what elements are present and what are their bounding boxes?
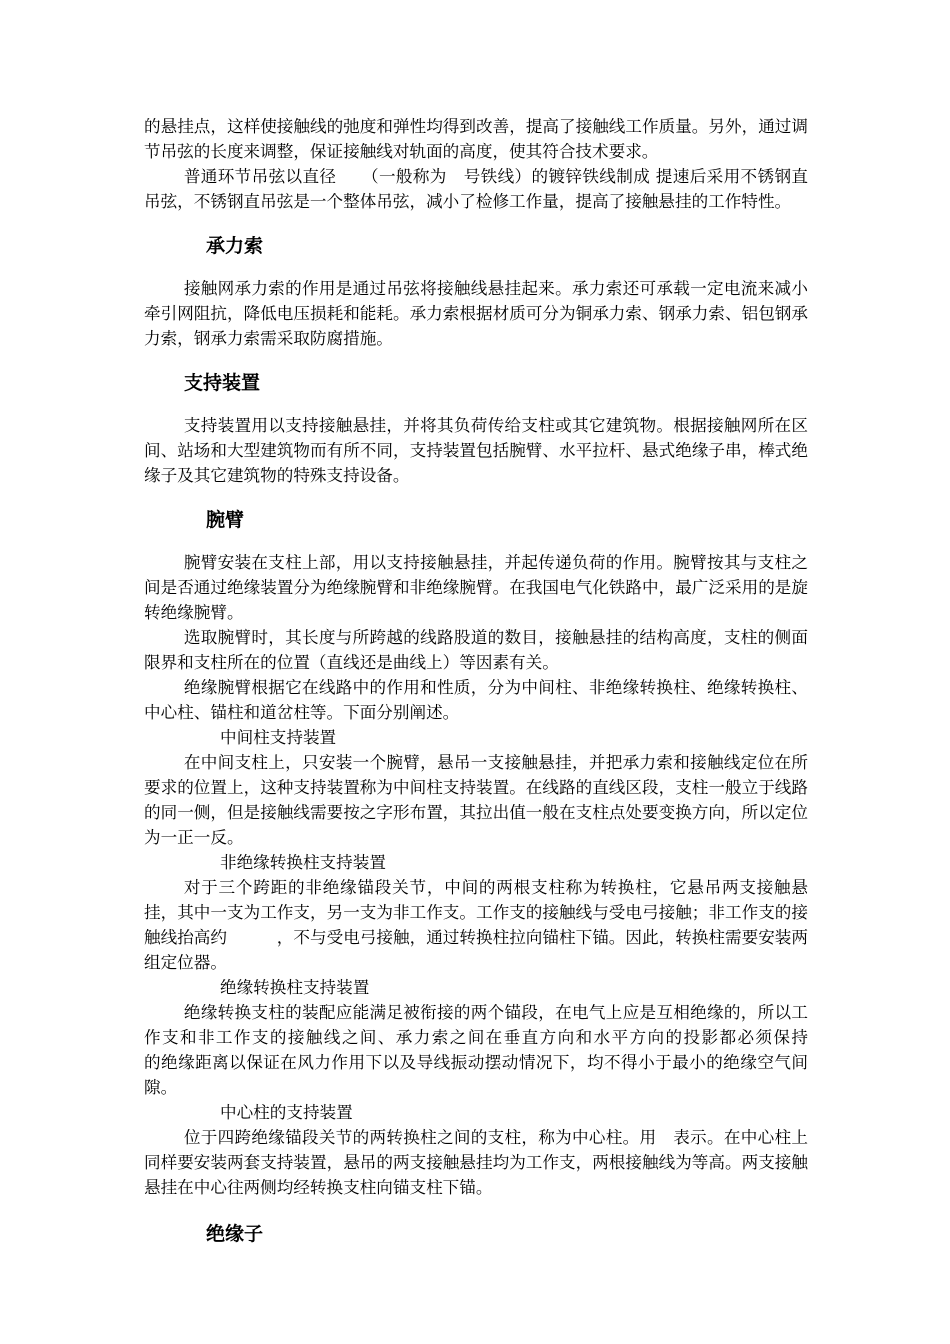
- paragraph-intermediate-pole: 在中间支柱上，只安装一个腕臂，悬吊一支接触悬挂，并把承力索和接触线定位在所要求的位置上，这种支持装置称为中间柱支持装置。在线路的直线区段，支柱一般立于线路的同一侧，但是接触线需要按之字形布置，其拉出值一般在支柱点处要变换方向，所以定位为一正一反。: [144, 753, 808, 847]
- paragraph-non-insulated-transition-pole: 对于三个跨距的非绝缘锚段关节，中间的两根支柱称为转换柱，它悬吊两支接触悬挂，其中一支为工作支，另一支为非工作支。工作支的接触线与受电弓接触；非工作支的接触线抬高约 ，不与受电弓接触，通过转换柱拉向锚柱下锚。因此，转换柱需要安装两组定位器。: [144, 878, 808, 972]
- heading-cantilever: 腕臂: [206, 509, 245, 531]
- paragraph-messenger-wire: 接触网承力索的作用是通过吊弦将接触线悬挂起来。承力索还可承载一定电流来减小牵引网阻抗，降低电压损耗和能耗。承力索根据材质可分为铜承力索、钢承力索、铝包钢承力索，钢承力索需采取防腐措施。: [144, 279, 808, 348]
- paragraph-support-device: 支持装置用以支持接触悬挂，并将其负荷传给支柱或其它建筑物。根据接触网所在区间、站场和大型建筑物而有所不同，支持装置包括腕臂、水平拉杆、悬式绝缘子串，棒式绝缘子及其它建筑物的特殊支持设备。: [144, 416, 808, 485]
- heading-insulator: 绝缘子: [206, 1223, 264, 1245]
- paragraph-cantilever-3: 绝缘腕臂根据它在线路中的作用和性质，分为中间柱、非绝缘转换柱、绝缘转换柱、中心柱、锚柱和道岔柱等。下面分别阐述。: [144, 678, 808, 722]
- subheading-intermediate-pole: 中间柱支持装置: [220, 728, 337, 747]
- document-page: [144, 114, 858, 1246]
- heading-support-device: 支持装置: [184, 372, 261, 394]
- subheading-non-insulated-transition-pole: 非绝缘转换柱支持装置: [220, 853, 386, 872]
- subheading-center-pole: 中心柱的支持装置: [220, 1103, 353, 1122]
- paragraph-insulated-transition-pole: 绝缘转换支柱的装配应能满足被衔接的两个锚段，在电气上应是互相绝缘的，所以工作支和非工作支的接触线之间、承力索之间在垂直方向和水平方向的投影都必须保持 的绝缘距离以保证在风力作用下以及导线振动摆动情况下，均不得小于最小的绝缘空气间隙。: [144, 1003, 858, 1097]
- paragraph-dropper-intro: 的悬挂点，这样使接触线的弛度和弹性均得到改善，提高了接触线工作质量。另外，通过调节吊弦的长度来调整，保证接触线对轨面的高度，使其符合技术要求。: [144, 117, 808, 161]
- paragraph-cantilever-1: 腕臂安装在支柱上部，用以支持接触悬挂，并起传递负荷的作用。腕臂按其与支柱之间是否通过绝缘装置分为绝缘腕臂和非绝缘腕臂。在我国电气化铁路中，最广泛采用的是旋转绝缘腕臂。: [144, 553, 808, 622]
- paragraph-center-pole: 位于四跨绝缘锚段关节的两转换柱之间的支柱，称为中心柱。用 表示。在中心柱上同样要安装两套支持装置，悬吊的两支接触悬挂均为工作支，两根接触线为等高。两支接触悬挂在中心往两侧均经转换支柱向锚支柱下锚。: [144, 1128, 808, 1197]
- paragraph-cantilever-2: 选取腕臂时，其长度与所跨越的线路股道的数目，接触悬挂的结构高度，支柱的侧面限界和支柱所在的位置（直线还是曲线上）等因素有关。: [144, 628, 808, 672]
- heading-messenger-wire: 承力索: [206, 235, 264, 257]
- subheading-insulated-transition-pole: 绝缘转换柱支持装置: [220, 978, 370, 997]
- paragraph-dropper-wire: 普通环节吊弦以直径 （一般称为 号铁线）的镀锌铁线制成 提速后采用不锈钢直吊弦，不锈钢直吊弦是一个整体吊弦，减小了检修工作量，提高了接触悬挂的工作特性。: [144, 167, 808, 211]
